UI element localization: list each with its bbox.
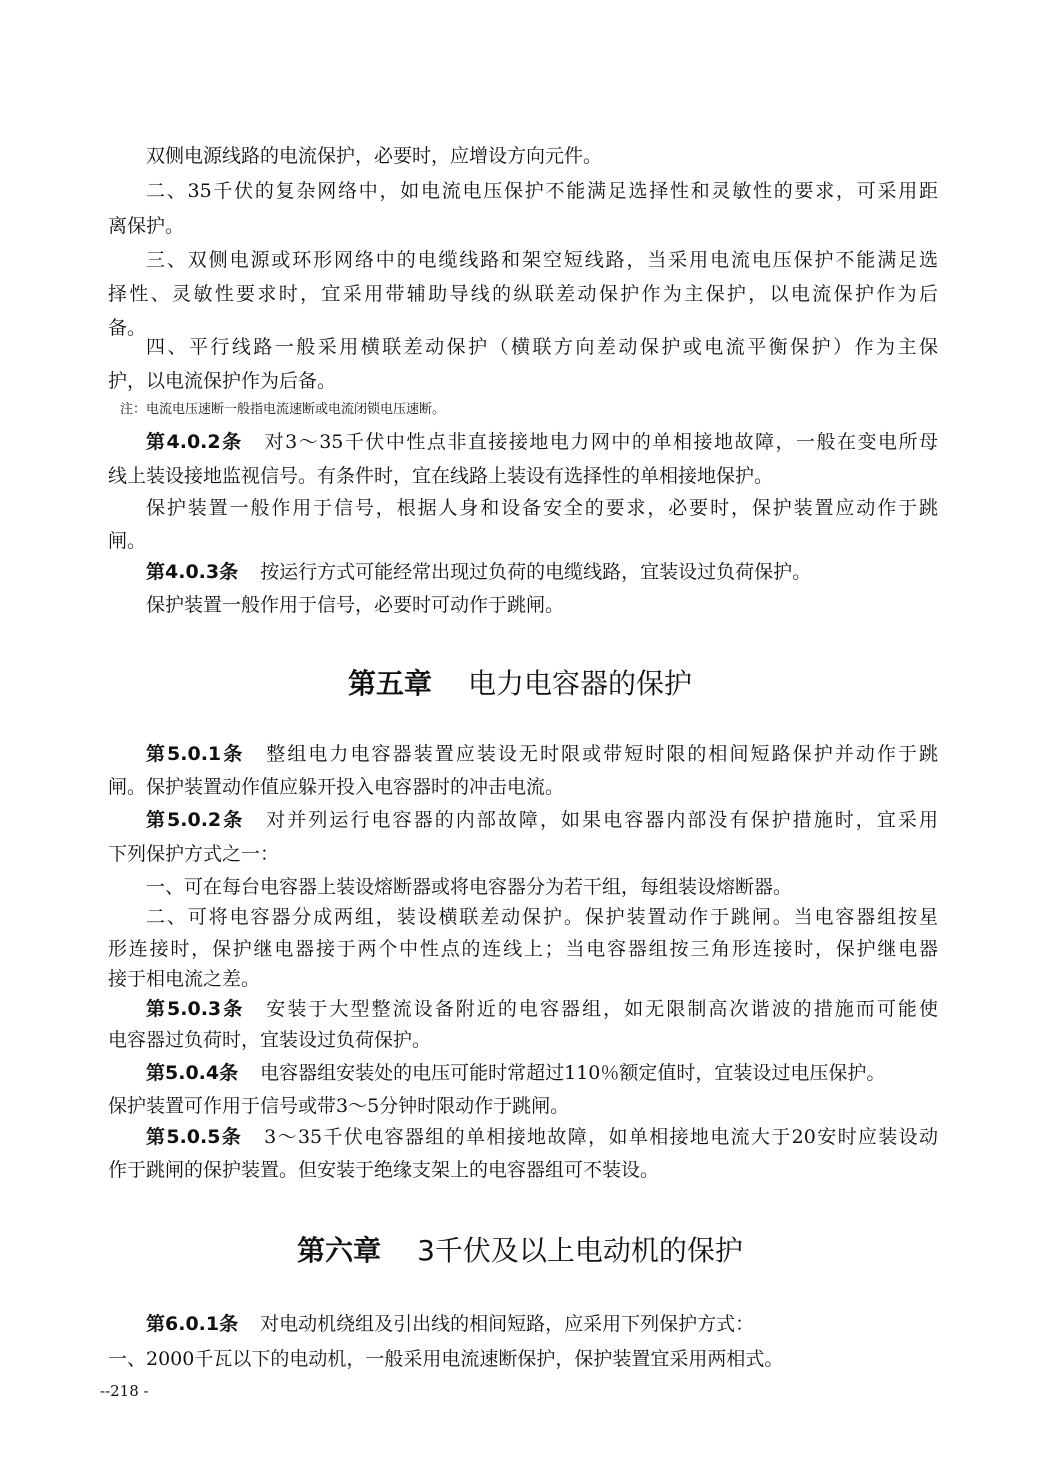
chapter-title: 3千伏及以上电动机的保护 bbox=[417, 1234, 743, 1267]
paragraph-line: 护，以电流保护作为后备。 bbox=[108, 370, 337, 392]
article-number: 第6.0.1条 bbox=[146, 1313, 239, 1335]
article-number: 第5.0.4条 bbox=[146, 1062, 239, 1084]
article-5-0-1-line bbox=[146, 740, 938, 768]
article-text: 安装于大型整流设备附近的电容器组，如无限制高次谐波的措施而可能使 bbox=[266, 998, 938, 1020]
paragraph-line: 作于跳闸的保护装置。但安装于绝缘支架上的电容器组可不装设。 bbox=[108, 1159, 660, 1181]
paragraph-line: 三、双侧电源或环形网络中的电缆线路和架空短线路，当采用电流电压保护不能满足选 bbox=[146, 249, 938, 271]
paragraph-line: 线上装设接地监视信号。有条件时，宜在线路上装设有选择性的单相接地保护。 bbox=[108, 465, 774, 487]
article-number: 第4.0.3条 bbox=[146, 561, 239, 583]
paragraph-line: 二、可将电容器分成两组，装设横联差动保护。保护装置动作于跳闸。当电容器组按星 bbox=[146, 906, 938, 928]
article-5-0-5-line bbox=[146, 1123, 938, 1151]
chapter-heading bbox=[0, 664, 1040, 704]
paragraph-line: 备。 bbox=[108, 317, 147, 339]
paragraph-line: 形连接时，保护继电器接于两个中性点的连线上；当电容器组按三角形连接时，保护继电器 bbox=[108, 938, 938, 960]
paragraph-line: 择性、灵敏性要求时，宜采用带辅助导线的纵联差动保护作为主保护，以电流保护作为后 bbox=[108, 283, 938, 305]
article-4-0-3-line bbox=[146, 558, 938, 586]
article-5-0-3-line bbox=[146, 995, 938, 1023]
article-5-0-2-line bbox=[146, 806, 938, 834]
chapter-number: 第六章 bbox=[297, 1234, 382, 1267]
paragraph-line: 电容器过负荷时，宜装设过负荷保护。 bbox=[108, 1029, 432, 1051]
article-number: 第5.0.5条 bbox=[146, 1126, 243, 1148]
article-text: 按运行方式可能经常出现过负荷的电缆线路，宜装设过负荷保护。 bbox=[260, 561, 812, 583]
article-5-0-4-line bbox=[146, 1059, 938, 1087]
article-6-0-1-line bbox=[146, 1310, 938, 1338]
paragraph-line: 闸。 bbox=[108, 530, 147, 552]
paragraph-line: 下列保护方式之一： bbox=[108, 843, 280, 865]
paragraph-line: 保护装置一般作用于信号，必要时可动作于跳闸。 bbox=[146, 594, 565, 616]
chapter-title: 电力电容器的保护 bbox=[468, 667, 693, 700]
article-text: 对电动机绕组及引出线的相间短路，应采用下列保护方式： bbox=[260, 1313, 755, 1335]
article-text: 对3～35千伏中性点非直接接地电力网中的单相接地故障，一般在变电所母 bbox=[264, 431, 938, 453]
paragraph-line: 闸。保护装置动作值应躲开投入电容器时的冲击电流。 bbox=[108, 776, 565, 798]
article-number: 第5.0.1条 bbox=[146, 743, 245, 765]
paragraph-line: 保护装置一般作用于信号，根据人身和设备安全的要求，必要时，保护装置应动作于跳 bbox=[146, 497, 938, 519]
paragraph-line: 离保护。 bbox=[108, 215, 185, 237]
chapter-number: 第五章 bbox=[347, 667, 432, 700]
paragraph-line: 四、平行线路一般采用横联差动保护（横联方向差动保护或电流平衡保护）作为主保 bbox=[146, 336, 938, 358]
paragraph-line: 接于相电流之差。 bbox=[108, 968, 261, 990]
paragraph-line: 双侧电源线路的电流保护，必要时，应增设方向元件。 bbox=[146, 145, 603, 167]
footnote: 注：电流电压速断一般指电流速断或电流闭锁电压速断。 bbox=[120, 402, 446, 417]
article-text: 3～35千伏电容器组的单相接地故障，如单相接地电流大于20安时应装设动 bbox=[264, 1126, 938, 1148]
paragraph-line: 一、可在每台电容器上装设熔断器或将电容器分为若干组，每组装设熔断器。 bbox=[146, 876, 793, 898]
paragraph-line: 二、35千伏的复杂网络中，如电流电压保护不能满足选择性和灵敏性的要求，可采用距 bbox=[146, 180, 938, 202]
article-text: 整组电力电容器装置应装设无时限或带短时限的相间短路保护并动作于跳 bbox=[266, 743, 938, 765]
article-4-0-2-line bbox=[146, 428, 938, 456]
article-number: 第5.0.2条 bbox=[146, 809, 245, 831]
article-number: 第5.0.3条 bbox=[146, 998, 245, 1020]
paragraph-line: 保护装置可作用于信号或带3～5分钟时限动作于跳闸。 bbox=[108, 1095, 570, 1117]
page-number: --218 - bbox=[100, 1382, 149, 1400]
article-text: 电容器组安装处的电压可能时常超过110％额定值时，宜装设过电压保护。 bbox=[260, 1062, 886, 1084]
paragraph-line: 一、2000千瓦以下的电动机，一般采用电流速断保护，保护装置宜采用两相式。 bbox=[108, 1348, 784, 1370]
article-number: 第4.0.2条 bbox=[146, 431, 243, 453]
chapter-heading bbox=[0, 1231, 1040, 1271]
article-text: 对并列运行电容器的内部故障，如果电容器内部没有保护措施时，宜采用 bbox=[266, 809, 938, 831]
